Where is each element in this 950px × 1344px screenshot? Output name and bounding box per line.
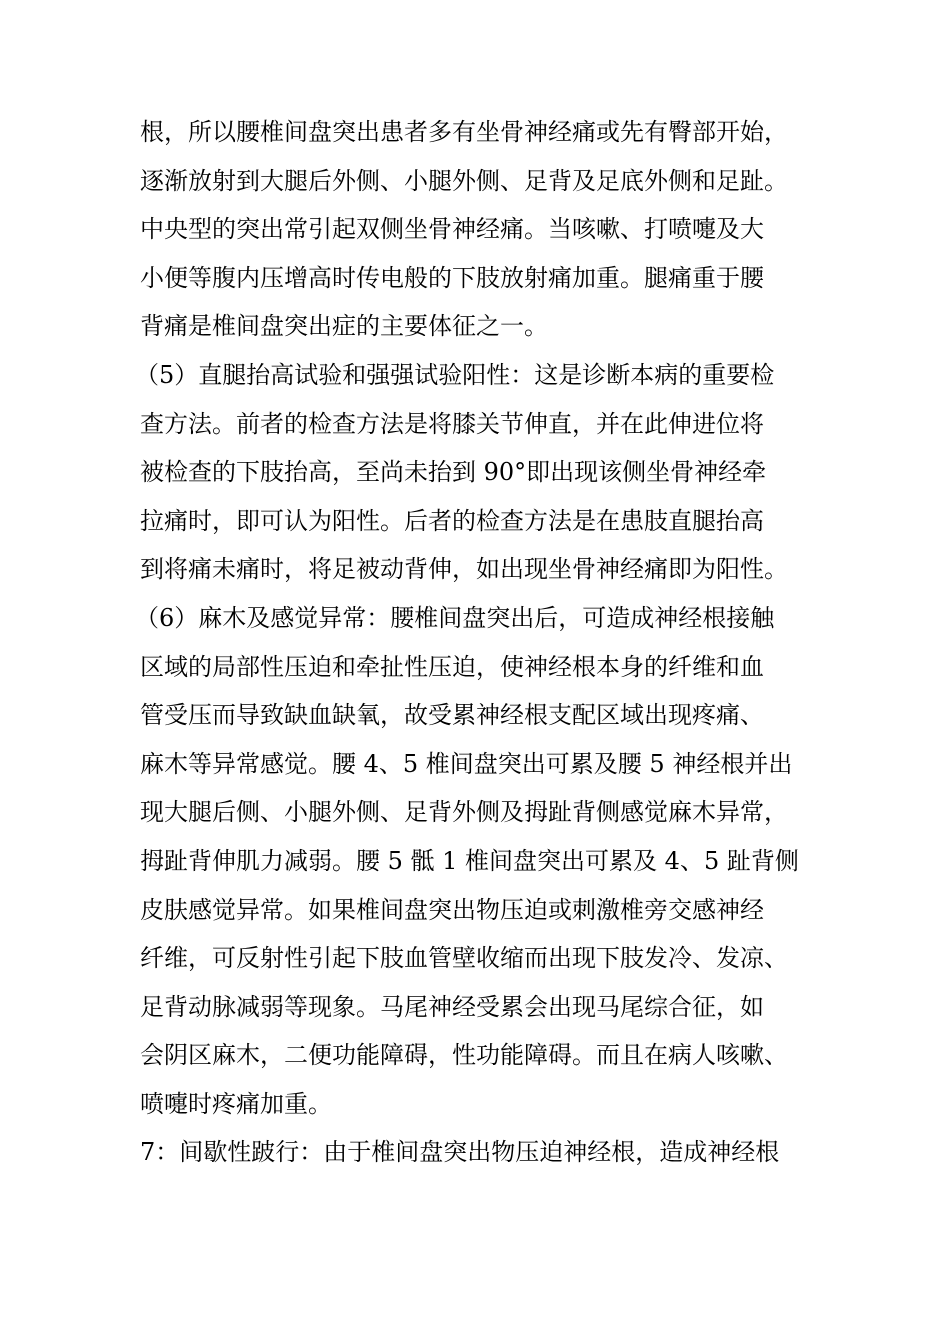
text-line: 足背动脉减弱等现象。马尾神经受累会出现马尾综合征，如: [140, 992, 764, 1021]
text-line: 小便等腹内压增高时传电般的下肢放射痛加重。腿痛重于腰: [140, 263, 764, 292]
text-line: 拉痛时，即可认为阳性。后者的检查方法是在患肢直腿抬高: [140, 506, 764, 535]
text-line: 到将痛未痛时，将足被动背伸，如出现坐骨神经痛即为阳性。: [140, 555, 788, 584]
text-line: （5）直腿抬高试验和强强试验阳性：这是诊断本病的重要检: [135, 360, 775, 389]
text-line: 被检查的下肢抬高，至尚未抬到 90°即出现该侧坐骨神经牵: [140, 458, 767, 487]
text-line: 查方法。前者的检查方法是将膝关节伸直，并在此伸进位将: [140, 409, 764, 438]
text-line: 拇趾背伸肌力减弱。腰 5 骶 1 椎间盘突出可累及 4、5 趾背侧: [140, 846, 799, 875]
text-line: 喷嚏时疼痛加重。: [140, 1089, 332, 1118]
body-text: [135, 108, 820, 1177]
text-line: 现大腿后侧、小腿外侧、足背外侧及拇趾背侧感觉麻木异常，: [140, 798, 788, 827]
text-line: 麻木等异常感觉。腰 4、5 椎间盘突出可累及腰 5 神经根并出: [140, 749, 793, 778]
text-line: 皮肤感觉异常。如果椎间盘突出物压迫或刺激椎旁交感神经: [140, 895, 764, 924]
text-line: （6）麻木及感觉异常：腰椎间盘突出后，可造成神经根接触: [135, 603, 775, 632]
text-line: 背痛是椎间盘突出症的主要体征之一。: [140, 312, 548, 341]
text-line: 区域的局部性压迫和牵扯性压迫，使神经根本身的纤维和血: [140, 652, 764, 681]
text-line: 中央型的突出常引起双侧坐骨神经痛。当咳嗽、打喷嚏及大: [140, 215, 764, 244]
text-line: 根，所以腰椎间盘突出患者多有坐骨神经痛或先有臀部开始，: [140, 118, 788, 146]
text-line: 会阴区麻木，二便功能障碍，性功能障碍。而且在病人咳嗽、: [140, 1041, 788, 1070]
text-line: 7：间歇性跛行：由于椎间盘突出物压迫神经根，造成神经根: [140, 1138, 780, 1167]
text-line: 管受压而导致缺血缺氧，故受累神经根支配区域出现疼痛、: [140, 701, 764, 730]
text-line: 逐渐放射到大腿后外侧、小腿外侧、足背及足底外侧和足趾。: [140, 166, 788, 195]
text-line: 纤维，可反射性引起下肢血管壁收缩而出现下肢发冷、发凉、: [140, 944, 788, 973]
